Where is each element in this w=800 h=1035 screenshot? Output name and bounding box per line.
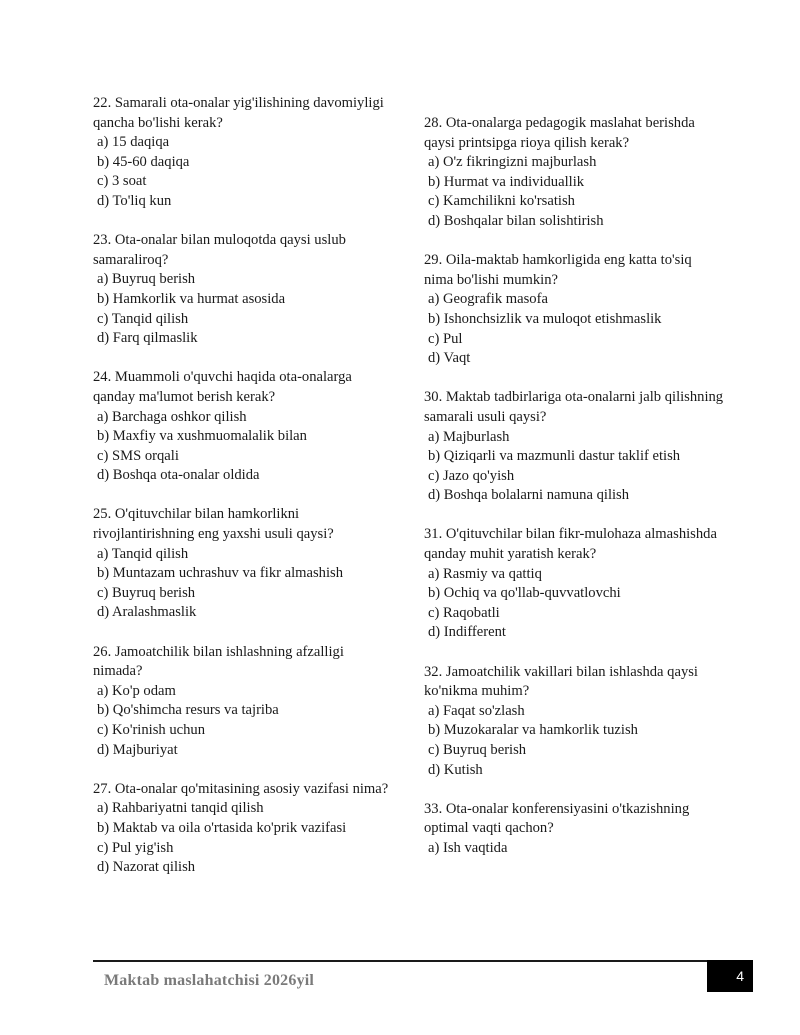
question-text: 29. Oila-maktab hamkorligida eng katta to'siq nima bo'lishi mumkin? xyxy=(424,252,692,288)
page-number: 4 xyxy=(707,960,753,992)
question-text: 31. O'qituvchilar bilan fikr-mulohaza almashishda qanday muhit yaratish kerak? xyxy=(424,526,717,563)
option-a: a) 15 daqiqa xyxy=(97,134,170,151)
option-b: b) Maktab va oila o'rtasida ko'prik vazifasi xyxy=(97,819,347,836)
option-d: d) Farq qilmaslik xyxy=(97,330,198,347)
question-text: 24. Muammoli o'quvchi haqida ota-onalarga qanday ma'lumot berish kerak? xyxy=(93,369,352,405)
question-31 xyxy=(424,525,724,643)
option-b: b) Ochiq va qo'llab-quvvatlovchi xyxy=(428,585,621,602)
question-25 xyxy=(93,505,393,623)
option-a: a) Faqat so'zlash xyxy=(428,702,525,719)
question-text: 23. Ota-onalar bilan muloqotda qaysi uslub samaraliroq? xyxy=(93,232,346,268)
footer-title: Maktab maslahatchisi 2026yil xyxy=(104,972,315,989)
option-b: b) Muzokaralar va hamkorlik tuzish xyxy=(428,722,638,739)
option-b: b) Hurmat va individuallik xyxy=(428,173,585,190)
option-d: d) Kutish xyxy=(428,761,483,778)
option-c: c) Kamchilikni ko'rsatish xyxy=(428,193,575,210)
option-a: a) Majburlash xyxy=(428,428,510,445)
option-d: d) Boshqa bolalarni namuna qilish xyxy=(428,487,630,504)
option-d: d) Vaqt xyxy=(428,350,471,367)
option-c: c) Jazo qo'yish xyxy=(428,467,515,484)
right-column xyxy=(424,114,724,878)
option-a: a) Rahbariyatni tanqid qilish xyxy=(97,800,264,817)
option-d: d) Aralashmaslik xyxy=(97,604,197,621)
question-text: 22. Samarali ota-onalar yig'ilishining davomiyligi qancha bo'lishi kerak? xyxy=(93,95,384,131)
option-b: b) Muntazam uchrashuv va fikr almashish xyxy=(97,565,343,582)
option-a: a) O'z fikringizni majburlash xyxy=(428,154,597,171)
option-a: a) Barchaga oshkor qilish xyxy=(97,408,247,425)
option-a: a) Buyruq berish xyxy=(97,271,196,288)
option-a: a) Ko'p odam xyxy=(97,682,176,699)
left-column xyxy=(93,94,393,897)
question-26 xyxy=(93,643,393,761)
option-b: b) Qo'shimcha resurs va tajriba xyxy=(97,702,279,719)
option-d: d) Boshqalar bilan solishtirish xyxy=(428,212,604,229)
option-c: c) Pul yig'ish xyxy=(97,839,174,856)
question-text: 25. O'qituvchilar bilan hamkorlikni rivojlantirishning eng yaxshi usuli qaysi? xyxy=(93,506,334,543)
footer-divider xyxy=(93,960,707,962)
option-b: b) Hamkorlik va hurmat asosida xyxy=(97,290,286,307)
question-30 xyxy=(424,388,724,506)
option-a: a) Rasmiy va qattiq xyxy=(428,565,542,582)
option-d: d) Majburiyat xyxy=(97,741,178,758)
option-b: b) Maxfiy va xushmuomalalik bilan xyxy=(97,428,307,445)
question-text: 27. Ota-onalar qo'mitasining asosiy vazifasi nima? xyxy=(93,780,389,797)
question-text: 32. Jamoatchilik vakillari bilan ishlashda qaysi ko'nikma muhim? xyxy=(424,663,698,700)
option-a: a) Ish vaqtida xyxy=(428,839,508,856)
option-b: b) 45-60 daqiqa xyxy=(97,153,190,170)
question-32 xyxy=(424,663,724,781)
option-d: d) Indifferent xyxy=(428,624,506,641)
question-22 xyxy=(93,94,393,212)
question-27 xyxy=(93,780,393,878)
option-c: c) Ko'rinish uchun xyxy=(97,722,206,738)
question-23 xyxy=(93,231,393,349)
option-a: a) Geografik masofa xyxy=(428,291,548,308)
option-c: c) 3 soat xyxy=(97,173,147,190)
question-text: 28. Ota-onalarga pedagogik maslahat berishda qaysi printsipga rioya qilish kerak? xyxy=(424,115,695,151)
question-28 xyxy=(424,114,724,232)
question-text: 33. Ota-onalar konferensiyasini o'tkazishning optimal vaqti qachon? xyxy=(424,800,690,837)
option-c: c) Buyruq berish xyxy=(428,742,527,758)
option-b: b) Qiziqarli va mazmunli dastur taklif etish xyxy=(428,448,681,465)
option-c: c) Raqobatli xyxy=(428,604,500,621)
question-24 xyxy=(93,368,393,486)
option-c: c) Tanqid qilish xyxy=(97,310,189,327)
option-d: d) Boshqa ota-onalar oldida xyxy=(97,467,260,484)
question-33 xyxy=(424,800,724,859)
option-c: c) SMS orqali xyxy=(97,447,179,464)
question-text: 30. Maktab tadbirlariga ota-onalarni jalb qilishning samarali usuli qaysi? xyxy=(424,389,724,425)
question-text: 26. Jamoatchilik bilan ishlashning afzalligi nimada? xyxy=(93,643,344,680)
option-b: b) Ishonchsizlik va muloqot etishmaslik xyxy=(428,310,662,327)
option-a: a) Tanqid qilish xyxy=(97,545,189,562)
question-29 xyxy=(424,251,724,369)
option-d: d) Nazorat qilish xyxy=(97,859,196,876)
option-c: c) Buyruq berish xyxy=(97,584,196,601)
option-c: c) Pul xyxy=(428,330,463,347)
option-d: d) To'liq kun xyxy=(97,192,172,209)
